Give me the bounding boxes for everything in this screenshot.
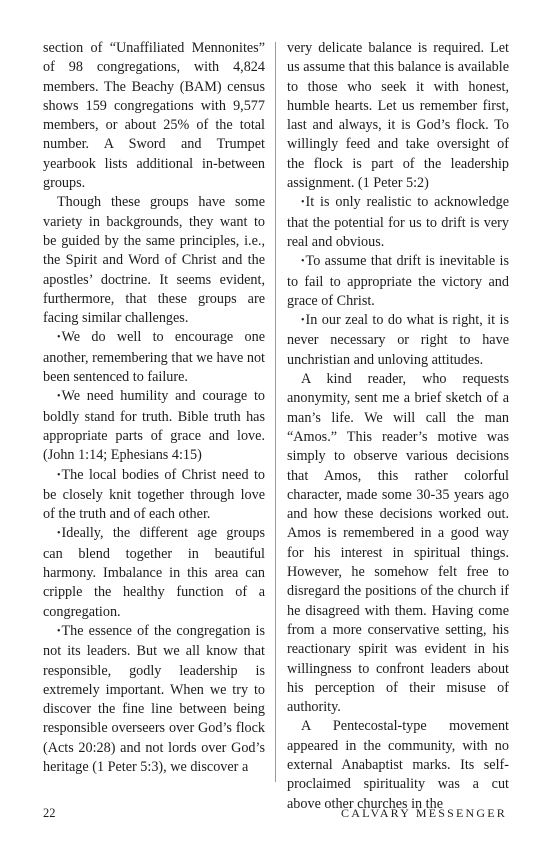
bullet-item	[43, 622, 265, 777]
paragraph: Though these groups have some variety in backgrounds, they want to be guided by the same principles, i.e., the Spirit and Word of Christ and the apostles’ doctrine. It seems evident, furthermore, that these groups are facing similar challenges.	[43, 194, 265, 327]
bullet-text: It is only realistic to acknowledge that the potential for us to drift is very real and obvious.	[287, 194, 509, 250]
bullet-item	[43, 328, 265, 387]
bullet-icon: •	[301, 256, 305, 268]
bullet-icon: •	[301, 197, 305, 209]
bullet-icon: •	[57, 528, 61, 540]
bullet-icon: •	[57, 391, 61, 403]
bullet-text: We need humility and courage to boldly stand for truth. Bible truth has appropriate parts of grace and love. (John 1:14; Ephesians 4:15)	[43, 388, 265, 464]
bullet-icon: •	[57, 469, 61, 481]
bullet-text: The local bodies of Christ need to be closely knit together through love of the truth and of each other.	[43, 466, 265, 523]
bullet-text: In our zeal to do what is right, it is never necessary or right to have unchristian and unloving attitudes.	[287, 312, 509, 368]
bullet-item	[287, 252, 509, 311]
bullet-icon: •	[57, 625, 61, 637]
page-footer	[43, 806, 507, 824]
bullet-item	[287, 193, 509, 252]
left-text-column	[43, 39, 265, 777]
paragraph: very delicate balance is required. Let us assume that this balance is available to those who seek it with honest, humble hearts. Let us remember first, last and always, it is God’s flock. To willingly feed and take oversight of the flock is part of the leadership assignment. (1 Peter 5:2)	[287, 40, 509, 192]
bullet-text: We do well to encourage one another, remembering that we have not been sentenced to failure.	[43, 329, 265, 386]
bullet-text: The essence of the congregation is not its leaders. But we all know that responsible, godly leadership is extremely important. When we try to discover the fine line between being responsible overseers over God’s flock (Acts 20:28) and not lords over God’s heritage (1 Peter 5:3), we discover a	[43, 622, 265, 775]
bullet-text: Ideally, the different age groups can blend together in beautiful harmony. Imbalance in this area can cripple the healthy function of a congregation.	[43, 525, 265, 620]
bullet-item	[287, 311, 509, 370]
bullet-icon: •	[57, 332, 61, 344]
bullet-text: To assume that drift is inevitable is to fail to appropriate the victory and grace of Christ.	[287, 253, 509, 309]
page-number: 22	[43, 806, 56, 820]
right-text-column	[287, 39, 509, 814]
bullet-item	[43, 387, 265, 465]
column-divider	[275, 42, 276, 782]
bullet-item	[43, 524, 265, 621]
paragraph: A kind reader, who requests anonymity, sent me a brief sketch of a man’s life. We will call the man “Amos.” This reader’s motive was simply to observe various decisions that Amos, this rather colorful character, made some 30-35 years ago and how these decisions worked out. Amos is remembered in a good way for his interest in spiritual things. However, he somehow felt free to disregard the positions of the church if he disagreed with them. Having come from a more conservative setting, his reactionary spirit was evident in his willingness to confront leaders about his perception of their misuse of authority.	[287, 371, 509, 716]
bullet-item	[43, 466, 265, 525]
bullet-icon: •	[301, 315, 305, 327]
paragraph: section of “Unaffiliated Mennonites” of 98 congregations, with 4,824 members. The Beachy (BAM) census shows 159 congregations with 9,577 members, or about 25% of the total number. A Sword and Trumpet yearbook lists additional in-between groups.	[43, 40, 265, 192]
running-title: CALVARY MESSENGER	[341, 806, 507, 820]
paragraph: A Pentecostal-type movement appeared in the community, with no external Anabaptist marks. Its self-proclaimed spirituality was a cut above other churches in the	[287, 718, 509, 812]
